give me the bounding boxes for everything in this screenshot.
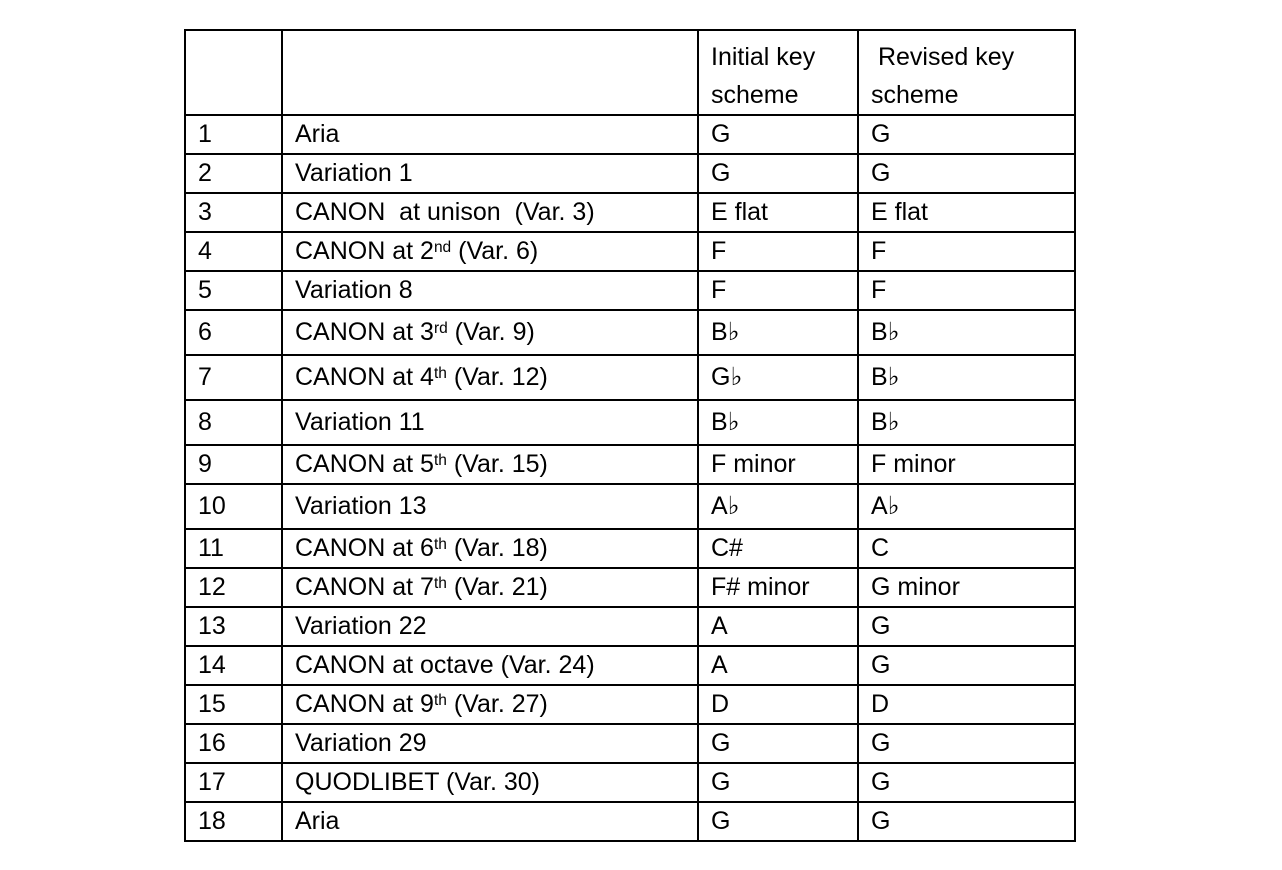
movement-name-cell [282,310,698,355]
initial-key-cell: A [698,607,858,646]
initial-key-cell: B♭ [698,400,858,445]
table-row [185,568,1075,607]
movement-name-cell [282,484,698,529]
movement-name-text: CANON at 5 [295,450,434,479]
header-number-column [185,30,282,115]
row-number-cell: 12 [185,568,282,607]
movement-name-cell [282,400,698,445]
header-movement-column [282,30,698,115]
header-initial-key-scheme: Initial key scheme [698,30,858,115]
table-row [185,271,1075,310]
revised-key-cell: F [858,232,1075,271]
movement-name-cell [282,607,698,646]
revised-key-cell: G [858,607,1075,646]
revised-key-cell: G [858,646,1075,685]
table-body [185,115,1075,841]
ordinal-superscript: th [433,535,447,553]
revised-key-cell: F minor [858,445,1075,484]
movement-name-cell [282,271,698,310]
movement-name-text: (Var. 15) [446,450,548,479]
movement-name-cell [282,445,698,484]
movement-name-text: Variation 22 [295,612,427,641]
revised-key-cell: E flat [858,193,1075,232]
row-number-cell: 1 [185,115,282,154]
table-row [185,310,1075,355]
movement-name-cell [282,802,698,841]
row-number-cell: 7 [185,355,282,400]
revised-key-cell: B♭ [858,310,1075,355]
movement-name-cell [282,724,698,763]
initial-key-cell: B♭ [698,310,858,355]
movement-name-cell [282,193,698,232]
ordinal-superscript: nd [433,238,452,256]
table-row [185,607,1075,646]
movement-name-text: (Var. 12) [446,363,548,392]
initial-key-cell: G♭ [698,355,858,400]
initial-key-cell: F minor [698,445,858,484]
movement-name-text: CANON at 7 [295,573,434,602]
row-number-cell: 16 [185,724,282,763]
table-row [185,646,1075,685]
row-number-cell: 9 [185,445,282,484]
movement-name-cell [282,355,698,400]
movement-name-text: (Var. 9) [447,318,535,347]
table-row [185,685,1075,724]
movement-name-cell [282,685,698,724]
movement-name-text: Variation 29 [295,729,427,758]
row-number-cell: 17 [185,763,282,802]
key-scheme-table [184,29,1076,842]
row-number-cell: 8 [185,400,282,445]
initial-key-cell: G [698,763,858,802]
header-row [185,30,1075,115]
revised-key-cell: F [858,271,1075,310]
ordinal-superscript: th [433,691,447,709]
initial-key-cell: F [698,232,858,271]
movement-name-text: Aria [295,120,340,149]
movement-name-cell [282,529,698,568]
movement-name-text: Variation 13 [295,492,427,521]
table-row [185,484,1075,529]
key-scheme-table-container [184,29,1076,842]
initial-key-cell: E flat [698,193,858,232]
movement-name-text: CANON at 6 [295,534,434,563]
revised-key-cell: D [858,685,1075,724]
initial-key-cell: D [698,685,858,724]
initial-key-cell: C# [698,529,858,568]
row-number-cell: 10 [185,484,282,529]
row-number-cell: 6 [185,310,282,355]
movement-name-text: (Var. 27) [446,690,548,719]
initial-key-cell: A♭ [698,484,858,529]
table-row [185,355,1075,400]
movement-name-cell [282,154,698,193]
table-row [185,763,1075,802]
movement-name-text: (Var. 21) [446,573,548,602]
initial-key-cell: F# minor [698,568,858,607]
movement-name-cell [282,763,698,802]
movement-name-text: Variation 8 [295,276,413,305]
row-number-cell: 14 [185,646,282,685]
initial-key-cell: G [698,724,858,763]
movement-name-cell [282,115,698,154]
table-row [185,115,1075,154]
movement-name-text: CANON at 9 [295,690,434,719]
row-number-cell: 3 [185,193,282,232]
revised-key-cell: C [858,529,1075,568]
movement-name-text: QUODLIBET (Var. 30) [295,768,540,797]
row-number-cell: 2 [185,154,282,193]
table-row [185,232,1075,271]
movement-name-cell [282,568,698,607]
movement-name-text: (Var. 6) [451,237,539,266]
revised-key-cell: B♭ [858,400,1075,445]
table-row [185,154,1075,193]
row-number-cell: 4 [185,232,282,271]
revised-key-cell: G [858,724,1075,763]
movement-name-text: CANON at 4 [295,363,434,392]
row-number-cell: 13 [185,607,282,646]
revised-key-cell: G [858,763,1075,802]
movement-name-text: Variation 1 [295,159,413,188]
movement-name-text: CANON at 3 [295,318,434,347]
revised-key-cell: A♭ [858,484,1075,529]
ordinal-superscript: th [433,451,447,469]
ordinal-superscript: th [433,364,447,382]
header-revised-key-scheme: Revised key scheme [858,30,1075,115]
row-number-cell: 11 [185,529,282,568]
row-number-cell: 5 [185,271,282,310]
table-row [185,193,1075,232]
movement-name-cell [282,232,698,271]
row-number-cell: 18 [185,802,282,841]
row-number-cell: 15 [185,685,282,724]
movement-name-text: Aria [295,807,340,836]
initial-key-cell: F [698,271,858,310]
initial-key-cell: A [698,646,858,685]
movement-name-text: CANON at octave (Var. 24) [295,651,595,680]
initial-key-cell: G [698,802,858,841]
initial-key-cell: G [698,115,858,154]
revised-key-cell: G [858,802,1075,841]
table-row [185,802,1075,841]
movement-name-cell [282,646,698,685]
initial-key-cell: G [698,154,858,193]
revised-key-cell: G [858,115,1075,154]
ordinal-superscript: rd [433,319,448,337]
table-row [185,445,1075,484]
movement-name-text: Variation 11 [295,408,425,437]
revised-key-cell: B♭ [858,355,1075,400]
movement-name-text: (Var. 18) [446,534,548,563]
movement-name-text: CANON at 2 [295,237,434,266]
revised-key-cell: G [858,154,1075,193]
table-row [185,400,1075,445]
table-row [185,529,1075,568]
revised-key-cell: G minor [858,568,1075,607]
table-row [185,724,1075,763]
movement-name-text: CANON at unison (Var. 3) [295,198,595,227]
ordinal-superscript: th [433,574,447,592]
